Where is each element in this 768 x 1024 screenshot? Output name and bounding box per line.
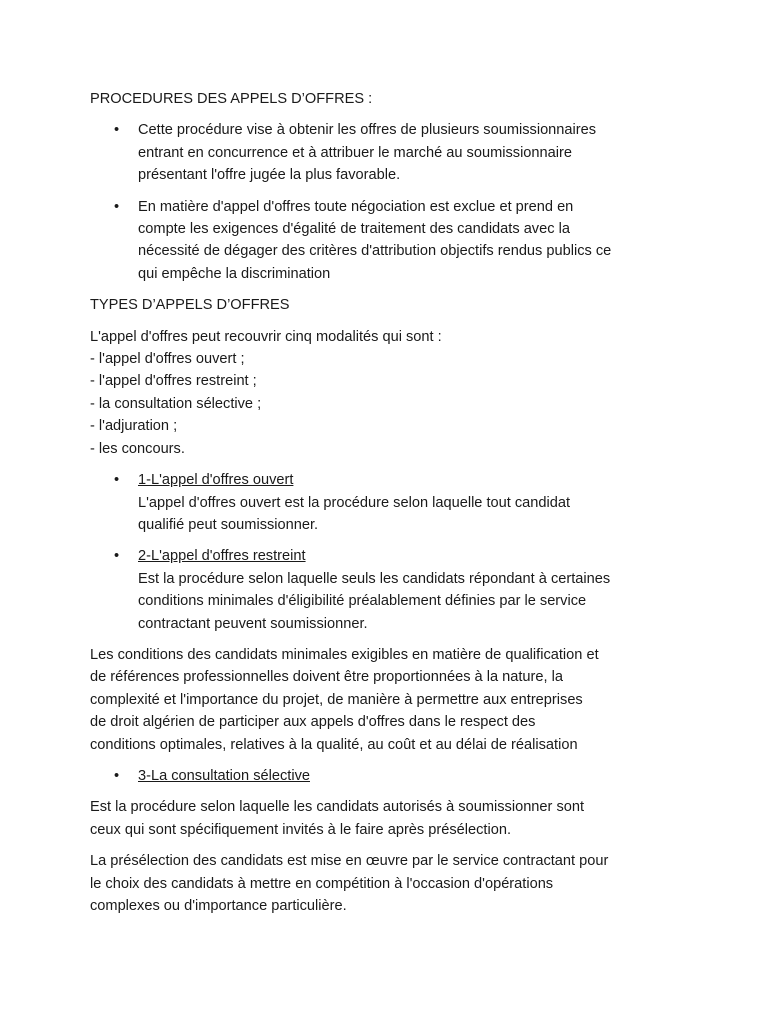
bullet-icon: • (114, 472, 120, 489)
type-title: 2-L'appel d'offres restreint (138, 548, 306, 565)
bullet-icon: • (114, 548, 120, 565)
conditions-paragraph (90, 644, 690, 756)
text-line: complexes ou d'importance particulière. (90, 898, 347, 914)
preselection-paragraph (90, 850, 690, 917)
types-bullet-list (90, 469, 690, 635)
section-title-procedures: PROCEDURES DES APPELS D’OFFRES : (90, 91, 373, 107)
text-line: qualifié peut soumissionner. (138, 516, 319, 533)
text-line: Les conditions des candidats minimales exigibles en matière de qualification et (90, 646, 599, 663)
type-bullet-item (90, 545, 690, 635)
bullet-icon: • (114, 198, 120, 215)
text-line: Cette procédure vise à obtenir les offres de plusieurs soumissionnaires (138, 122, 597, 139)
intro-bullet-item (90, 119, 690, 186)
modalities-block (90, 326, 690, 460)
text-line: Est la procédure selon laquelle seuls les candidats répondant à certaines (138, 570, 611, 587)
text-line: conditions minimales d'éligibilité préalablement définies par le service (138, 593, 587, 610)
text-line: ceux qui sont spécifiquement invités à le faire après présélection. (90, 821, 512, 838)
type-bullet-item (90, 469, 690, 536)
modality-item: - l'appel d'offres ouvert ; (90, 351, 245, 368)
bullet-icon: • (114, 767, 120, 784)
text-line: entrant en concurrence et à attribuer le marché au soumissionnaire (138, 144, 572, 161)
modality-item: - les concours. (90, 440, 185, 457)
text-line: nécessité de dégager des critères d'attribution objectifs rendus publics ce (138, 243, 612, 260)
text-line: Est la procédure selon laquelle les candidats autorisés à soumissionner sont (90, 799, 585, 816)
document-page (90, 88, 690, 926)
modality-item: - la consultation sélective ; (90, 395, 262, 412)
modalities-intro: L'appel d'offres peut recouvrir cinq modalités qui sont : (90, 328, 442, 345)
type-bullet-item (90, 765, 690, 787)
text-line: complexité et l'importance du projet, de manière à permettre aux entreprises (90, 691, 583, 708)
section-title-types: TYPES D’APPELS D’OFFRES (90, 297, 290, 314)
consultation-paragraph (90, 796, 690, 841)
modality-item: - l'adjuration ; (90, 418, 178, 435)
text-line: En matière d'appel d'offres toute négociation est exclue et prend en (138, 198, 574, 215)
intro-bullet-item (90, 196, 690, 286)
text-line: La présélection des candidats est mise en œuvre par le service contractant pour (90, 853, 609, 870)
text-line: de droit algérien de participer aux appels d'offres dans le respect des (90, 714, 536, 731)
text-line: présentant l'offre jugée la plus favorable. (138, 167, 401, 184)
type-title: 3-La consultation sélective (138, 767, 310, 784)
text-line: compte les exigences d'égalité de traitement des candidats avec la (138, 221, 570, 238)
type-title: 1-L'appel d'offres ouvert (138, 472, 294, 489)
intro-bullet-list (90, 119, 690, 285)
text-line: L'appel d'offres ouvert est la procédure selon laquelle tout candidat (138, 494, 571, 511)
text-line: de références professionnelles doivent être proportionnées à la nature, la (90, 669, 563, 686)
text-line: le choix des candidats à mettre en compétition à l'occasion d'opérations (90, 875, 554, 892)
bullet-icon: • (114, 122, 120, 139)
text-line: contractant peuvent soumissionner. (138, 615, 368, 632)
text-line: qui empêche la discrimination (138, 265, 331, 282)
type3-bullet-list (90, 765, 690, 787)
text-line: conditions optimales, relatives à la qualité, au coût et au délai de réalisation (90, 736, 578, 753)
modality-item: - l'appel d'offres restreint ; (90, 373, 257, 390)
